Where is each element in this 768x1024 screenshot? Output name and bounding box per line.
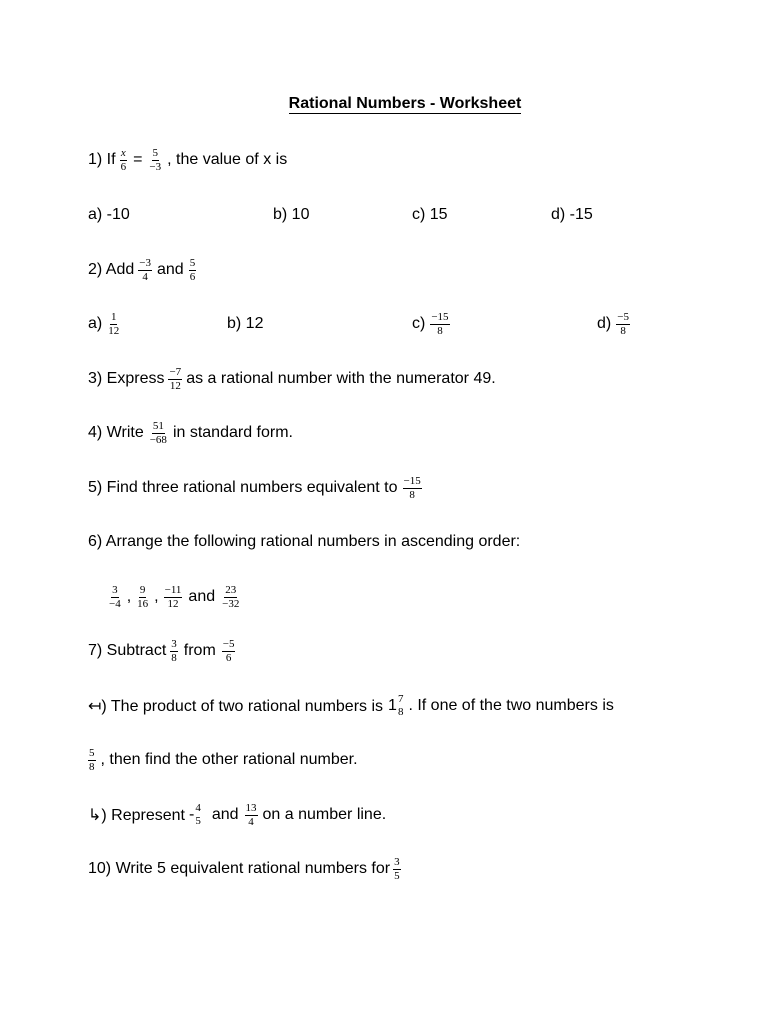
fraction: $\frac{x}{6}$: [120, 146, 127, 173]
question-8: ↤) The product of two rational numbers is 1 7 8 . If one of the two numbers is: [88, 693, 614, 718]
question-5: 5) Find three rational numbers equivalent to $\frac{-15}{8}$: [88, 474, 421, 501]
fraction: $\frac{-15}{8}$: [403, 474, 421, 501]
fraction: $\frac{5}{8}$: [89, 746, 95, 773]
fraction: $\frac{5}{6}$: [189, 256, 196, 283]
mixed-number: 1 7 8: [388, 693, 404, 718]
worksheet-title: Rational Numbers - Worksheet: [288, 95, 522, 112]
fraction: 7 8: [397, 693, 404, 718]
fraction: 4 5: [195, 802, 201, 827]
question-7: 7) Subtract $\frac{3}{8}$ from $\frac{-5}{6}$: [88, 637, 235, 664]
fraction: $\frac{-11}{12}$: [164, 583, 182, 610]
question-10: 10) Write 5 equivalent rational numbers for $\frac{3}{5}$: [88, 855, 400, 882]
fraction: $\frac{5}{-3}$: [149, 146, 162, 173]
question-4: 4) Write $\frac{51}{-68}$ in standard form.: [88, 419, 293, 446]
question-3: 3) Express $\frac{-7}{12}$ as a rational number with the numerator 49.: [88, 365, 496, 392]
fraction: $\frac{-5}{8}$: [617, 310, 629, 337]
q2-option-b: b) 12: [227, 315, 264, 332]
fraction: $\frac{13}{4}$: [245, 801, 257, 828]
q2-option-d: d) $\frac{-5}{8}$: [597, 310, 629, 337]
fraction: $\frac{-7}{12}$: [169, 365, 182, 392]
fraction: $\frac{9}{16}$: [137, 583, 149, 610]
q1-option-c: c) 15: [412, 206, 448, 223]
fraction: $\frac{3}{5}$: [394, 855, 400, 882]
q2-option-c: c) $\frac{-15}{8}$: [412, 310, 449, 337]
q1-option-b: b) 10: [273, 206, 310, 223]
question-2: 2) Add $\frac{-3}{4}$ and $\frac{5}{6}$: [88, 256, 196, 283]
q1-option-d: d) -15: [551, 206, 593, 223]
fraction: $\frac{51}{-68}$: [149, 419, 167, 446]
fraction: $\frac{1}{12}$: [108, 310, 120, 337]
fraction: $\frac{3}{8}$: [171, 637, 177, 664]
question-8-continued: $\frac{5}{8}$ , then find the other rational number.: [89, 746, 358, 773]
q1-option-a: a) -10: [88, 206, 130, 223]
fraction: $\frac{23}{-32}$: [222, 583, 240, 610]
q2-option-a: a) $\frac{1}{12}$: [88, 310, 120, 337]
question-1: 1) If $\frac{x}{6}$ = $\frac{5}{-3}$ , the value of x is: [88, 146, 288, 173]
question-6-numbers: $\frac{3}{-4}$ , $\frac{9}{16}$ , $\frac{-11}{12}$ and $\frac{23}{-32}$: [109, 583, 240, 610]
fraction: $\frac{-5}{6}$: [222, 637, 235, 664]
question-9: ↳) Represent - 4 5 and $\frac{13}{4}$ on a number line.: [88, 801, 387, 828]
fraction: $\frac{3}{-4}$: [109, 583, 121, 610]
fraction: $\frac{-15}{8}$: [431, 310, 449, 337]
fraction: $\frac{-3}{4}$: [139, 256, 151, 283]
question-6: 6) Arrange the following rational numbers in ascending order:: [88, 533, 521, 550]
